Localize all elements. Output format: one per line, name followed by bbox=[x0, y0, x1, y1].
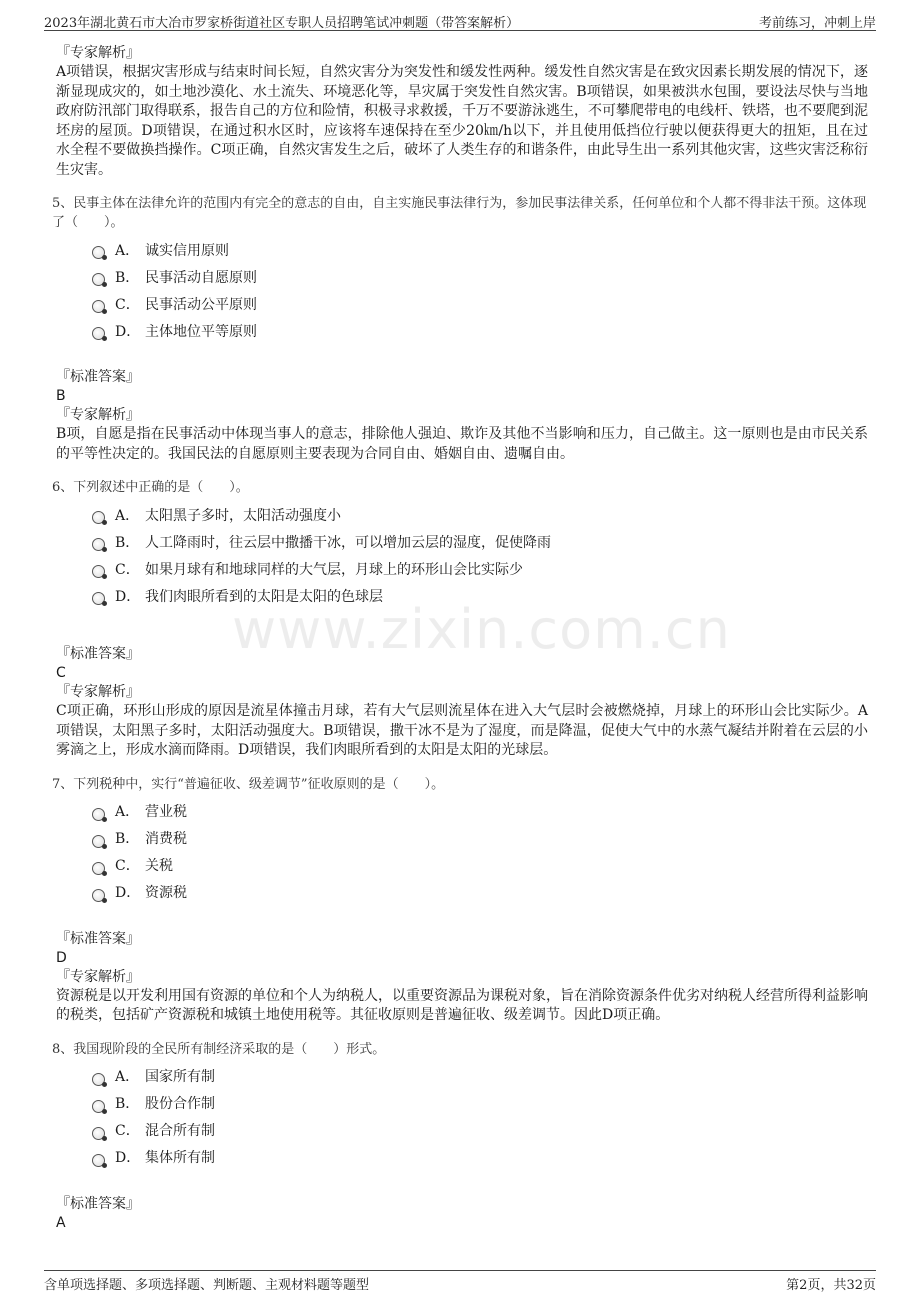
radio-icon[interactable] bbox=[92, 1100, 105, 1113]
option-text: 混合所有制 bbox=[145, 1123, 215, 1139]
option-b[interactable] bbox=[92, 528, 868, 555]
standard-answer: D bbox=[56, 949, 67, 966]
q4-analysis: A项错误，根据灾害形成与结束时间长短，自然灾害分为突发性和缓发性两种。缓发性自然灾害是在致灾因素长期发展的情况下，逐渐显现成灾的，如土地沙漠化、水土流失、环境恶化等，旱灾属于突发性自然灾害。B项错误，如果被洪水包围，要设法尽快与当地政府防汛部门取得联系，报告自己的方位和险情，积极寻求救援，千万不要游泳逃生，不可攀爬带电的电线杆、铁塔，也不要爬到泥坯房的屋顶。D项错误，在通过积水区时，应该将车速保持在至少20㎞/h以下，并且使用低挡位行驶以便获得更大的扭矩，且在过水全程不要做换挡操作。C项正确，自然灾害发生之后，破坏了人类生存的和谐条件，由此导生出一系列其他灾害，这些灾害泛称衍生灾害。 bbox=[56, 64, 868, 178]
option-a[interactable] bbox=[92, 236, 868, 263]
standard-answer: B bbox=[56, 388, 66, 404]
option-letter: D． bbox=[115, 588, 141, 605]
standard-answer-label: 『标准答案』 bbox=[56, 369, 140, 385]
option-text: 营业税 bbox=[145, 804, 187, 820]
option-text: 消费税 bbox=[145, 831, 187, 847]
radio-icon[interactable] bbox=[92, 1127, 105, 1140]
option-text: 股份合作制 bbox=[145, 1096, 215, 1112]
option-letter: B． bbox=[115, 269, 140, 286]
option-text: 如果月球有和地球同样的大气层，月球上的环形山会比实际少 bbox=[145, 561, 523, 578]
document-title: 2023年湖北黄石市大冶市罗家桥街道社区专职人员招聘笔试冲刺题（带答案解析） bbox=[44, 16, 520, 31]
standard-answer-label: 『标准答案』 bbox=[56, 930, 140, 947]
option-text: 主体地位平等原则 bbox=[145, 323, 257, 340]
option-letter: A． bbox=[115, 804, 140, 820]
option-text: 太阳黑子多时，太阳活动强度小 bbox=[145, 507, 341, 524]
option-b[interactable] bbox=[92, 1090, 868, 1117]
radio-icon[interactable] bbox=[92, 538, 105, 551]
option-c[interactable] bbox=[92, 290, 868, 317]
option-c[interactable] bbox=[92, 1117, 868, 1144]
radio-icon[interactable] bbox=[92, 246, 105, 259]
radio-icon[interactable] bbox=[92, 511, 105, 524]
option-list bbox=[92, 798, 868, 906]
option-d[interactable] bbox=[92, 582, 868, 609]
question-6 bbox=[52, 478, 868, 761]
watermark: www.zixin.com.cn bbox=[232, 598, 731, 661]
expert-analysis-label: 『专家解析』 bbox=[56, 968, 140, 985]
option-text: 人工降雨时，往云层中撒播干冰，可以增加云层的湿度，促使降雨 bbox=[145, 534, 551, 551]
option-list bbox=[92, 1063, 868, 1171]
radio-icon[interactable] bbox=[92, 1154, 105, 1167]
radio-icon[interactable] bbox=[92, 889, 105, 902]
option-letter: A． bbox=[115, 507, 140, 524]
option-text: 民事活动自愿原则 bbox=[145, 269, 257, 286]
option-list bbox=[92, 236, 868, 344]
option-letter: B． bbox=[115, 534, 140, 551]
option-letter: D． bbox=[115, 885, 141, 901]
option-text: 诚实信用原则 bbox=[145, 242, 229, 259]
radio-icon[interactable] bbox=[92, 300, 105, 313]
radio-icon[interactable] bbox=[92, 808, 105, 821]
option-a[interactable] bbox=[92, 501, 868, 528]
header-slogan: 考前练习，冲刺上岸 bbox=[758, 16, 876, 31]
standard-answer-label: 『标准答案』 bbox=[56, 1195, 140, 1212]
option-text: 关税 bbox=[145, 858, 173, 874]
question-text: 7、下列税种中，实行“普遍征收、级差调节”征收原则的是（ ）。 bbox=[52, 776, 445, 792]
standard-answer: A bbox=[56, 1214, 66, 1231]
question-5 bbox=[52, 194, 868, 464]
option-a[interactable] bbox=[92, 798, 868, 825]
option-letter: B． bbox=[115, 1096, 140, 1112]
question-text: 6、下列叙述中正确的是（ ）。 bbox=[52, 480, 249, 495]
option-letter: C． bbox=[115, 561, 140, 578]
radio-icon[interactable] bbox=[92, 327, 105, 340]
option-list bbox=[92, 501, 868, 609]
option-a[interactable] bbox=[92, 1063, 868, 1090]
page-footer bbox=[44, 1270, 876, 1295]
option-text: 国家所有制 bbox=[145, 1069, 215, 1085]
option-d[interactable] bbox=[92, 879, 868, 906]
q7-analysis: 资源税是以开发利用国有资源的单位和个人为纳税人，以重要资源品为课税对象，旨在消除资源条件优劣对纳税人经营所得利益影响的税类，包括矿产资源税和城镇土地使用税等。其征收原则是普遍征收、级差调节。因此D项正确。 bbox=[56, 987, 868, 1023]
option-text: 集体所有制 bbox=[145, 1150, 215, 1166]
radio-icon[interactable] bbox=[92, 1073, 105, 1086]
question-7 bbox=[52, 775, 868, 1026]
question-text: 5、民事主体在法律允许的范围内有完全的意志的自由，自主实施民事法律行为，参加民事法律关系，任何单位和个人都不得非法干预。这体现了（ ）。 bbox=[52, 196, 867, 230]
option-letter: C． bbox=[115, 858, 140, 874]
option-b[interactable] bbox=[92, 263, 868, 290]
option-letter: C． bbox=[115, 1123, 140, 1139]
option-letter: D． bbox=[115, 1150, 141, 1166]
footer-note: 含单项选择题、多项选择题、判断题、主观材料题等题型 bbox=[44, 1278, 370, 1293]
option-letter: B． bbox=[115, 831, 140, 847]
radio-icon[interactable] bbox=[92, 565, 105, 578]
option-d[interactable] bbox=[92, 317, 868, 344]
radio-icon[interactable] bbox=[92, 835, 105, 848]
radio-icon[interactable] bbox=[92, 273, 105, 286]
page-content bbox=[52, 44, 868, 1233]
option-b[interactable] bbox=[92, 825, 868, 852]
expert-analysis-label: 『专家解析』 bbox=[56, 45, 140, 61]
option-letter: D． bbox=[115, 323, 141, 340]
option-letter: A． bbox=[115, 1069, 140, 1085]
q5-analysis: B项，自愿是指在民事活动中体现当事人的意志，排除他人强迫、欺诈及其他不当影响和压力，自己做主。这一原则也是由市民关系的平等性决定的。我国民法的自愿原则主要表现为合同自由、婚姻自由、遗嘱自由。 bbox=[56, 426, 868, 462]
option-letter: C． bbox=[115, 296, 140, 313]
page-header bbox=[44, 8, 876, 31]
question-text: 8、我国现阶段的全民所有制经济采取的是（ ）形式。 bbox=[52, 1041, 386, 1057]
page-number: 第2页，共32页 bbox=[786, 1278, 876, 1293]
option-text: 民事活动公平原则 bbox=[145, 296, 257, 313]
option-c[interactable] bbox=[92, 852, 868, 879]
option-letter: A． bbox=[115, 242, 140, 259]
option-c[interactable] bbox=[92, 555, 868, 582]
radio-icon[interactable] bbox=[92, 862, 105, 875]
radio-icon[interactable] bbox=[92, 592, 105, 605]
standard-answer-label: 『标准答案』 bbox=[56, 646, 140, 662]
q6-analysis: C项正确，环形山形成的原因是流星体撞击月球，若有大气层则流星体在进入大气层时会被燃烧掉，月球上的环形山会比实际少。A项错误，太阳黑子多时，太阳活动强度大。B项错误，撒干冰不是为了湿度，而是降温，促使大气中的水蒸气凝结并附着在云层的小雾滴之上，形成水滴而降雨。D项错误，我们肉眼所看到的太阳是太阳的光球层。 bbox=[56, 703, 868, 758]
expert-analysis-label: 『专家解析』 bbox=[56, 684, 140, 700]
question-8 bbox=[52, 1040, 868, 1233]
expert-analysis-label: 『专家解析』 bbox=[56, 407, 140, 423]
option-text: 资源税 bbox=[145, 885, 187, 901]
standard-answer: C bbox=[56, 665, 66, 681]
option-d[interactable] bbox=[92, 1144, 868, 1171]
option-text: 我们肉眼所看到的太阳是太阳的色球层 bbox=[145, 588, 383, 605]
